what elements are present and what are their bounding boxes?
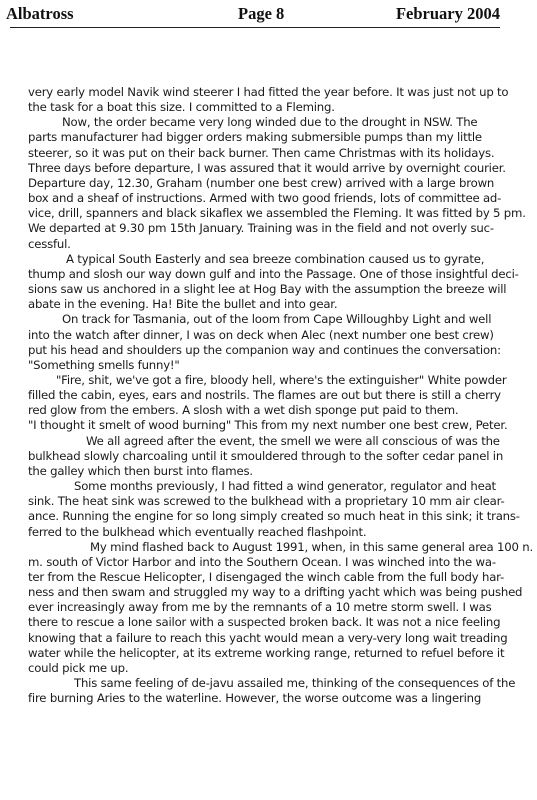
text-line: ever increasingly away from me by the remnants of a 10 metre storm swell. I was [28, 600, 492, 615]
article-paragraph [28, 373, 514, 434]
text-line: thump and slosh our way down gulf and into the Passage. One of those insightful deci- [28, 266, 519, 281]
text-line: ance. Running the engine for so long simply created so much heat in this sink; it trans- [28, 509, 520, 524]
header-rule [10, 27, 500, 28]
article-paragraph [28, 676, 514, 706]
article-body [28, 85, 533, 706]
text-line: "I thought it smelt of wood burning" This from my next number one best crew, Peter. [28, 418, 508, 433]
text-line: could pick me up. [28, 660, 129, 675]
text-line: We all agreed after the event, the smell we were all conscious of was the [86, 433, 500, 448]
text-line: knowing that a failure to reach this yacht would mean a very-very long wait treading [28, 630, 508, 645]
text-line: bulkhead slowly charcoaling until it smouldered through to the softer cedar panel in [28, 448, 504, 463]
text-line: the galley which then burst into flames. [28, 463, 253, 478]
page-number: Page 8 [238, 4, 285, 23]
text-line: m. south of Victor Harbor and into the Southern Ocean. I was winched into the wa- [28, 554, 496, 569]
article-paragraph [28, 434, 514, 479]
text-line: put his head and shoulders up the companion way and continues the conversation: [28, 342, 501, 357]
text-line: Some months previously, I had fitted a wind generator, regulator and heat [74, 479, 496, 494]
text-line: ferred to the bulkhead which eventually reached flashpoint. [28, 524, 367, 539]
text-line: "Something smells funny!" [28, 357, 180, 372]
newsletter-title: Albatross [6, 4, 74, 23]
text-line: Now, the order became very long winded due to the drought in NSW. The [62, 115, 478, 130]
text-line: red glow from the embers. A slosh with a wet dish sponge put paid to them. [28, 403, 459, 418]
text-line: into the watch after dinner, I was on deck when Alec (next number one best crew) [28, 327, 494, 342]
article-paragraph [28, 85, 514, 115]
text-line: very early model Navik wind steerer I had fitted the year before. It was just not up to [28, 85, 509, 99]
text-line: "Fire, shit, we've got a fire, bloody hell, where's the extinguisher" White powder [56, 372, 507, 387]
text-line: the task for a boat this size. I committed to a Fleming. [28, 100, 335, 115]
issue-date: February 2004 [395, 4, 500, 23]
article-paragraph [28, 251, 519, 313]
text-line: sions saw us anchored in a slight lee at Hog Bay with the assumption the breeze will [28, 282, 507, 297]
text-line: On track for Tasmania, out of the loom from Cape Willoughby Light and well [62, 312, 492, 327]
text-line: Three days before departure, I was assured that it would arrive by overnight courier. [28, 160, 506, 175]
text-line: fire burning Aries to the waterline. However, the worse outcome was a lingering [28, 691, 482, 706]
text-line: We departed at 9.30 pm 15th January. Training was in the field and not overly suc- [28, 221, 494, 236]
text-line: sink. The heat sink was screwed to the bulkhead with a proprietary 10 mm air clear- [28, 494, 505, 509]
article-paragraph [28, 479, 520, 540]
text-line: water while the helicopter, at its extreme working range, returned to refuel before it [28, 645, 505, 660]
text-line: steerer, so it was put on their back burner. Then came Christmas with its holidays. [28, 145, 495, 160]
text-line: vice, drill, spanners and black sikaflex we assembled the Fleming. It was fitted by 5 pm. [28, 206, 526, 221]
text-line: there to rescue a lone sailor with a suspected broken back. It was not a nice feeling [28, 615, 501, 630]
text-line: parts manufacturer had bigger orders making submersible pumps than my little [28, 130, 482, 145]
text-line: This same feeling of de-javu assailed me, thinking of the consequences of the [74, 676, 516, 691]
text-line: abate in the evening. Ha! Bite the bullet and into gear. [28, 297, 338, 312]
text-line: Departure day, 12.30, Graham (number one best crew) arrived with a large brown [28, 175, 495, 190]
text-line: cessful. [28, 236, 71, 251]
text-line: box and a sheaf of instructions. Armed with two good friends, lots of committee ad- [28, 191, 502, 206]
text-line: My mind flashed back to August 1991, when, in this same general area 100 n. [90, 539, 533, 554]
article-paragraph [28, 539, 533, 676]
text-line: filled the cabin, eyes, ears and nostrils. The flames are out but there is still a cherry [28, 388, 501, 403]
text-line: A typical South Easterly and sea breeze combination caused us to gyrate, [66, 251, 485, 266]
text-line: ter from the Rescue Helicopter, I disengaged the winch cable from the full body har- [28, 570, 505, 584]
article-paragraph [28, 312, 514, 373]
page-header [6, 4, 500, 24]
article-paragraph [28, 115, 526, 251]
text-line: ness and then swam and struggled my way to a drifting yacht which was being pushed [28, 585, 523, 600]
